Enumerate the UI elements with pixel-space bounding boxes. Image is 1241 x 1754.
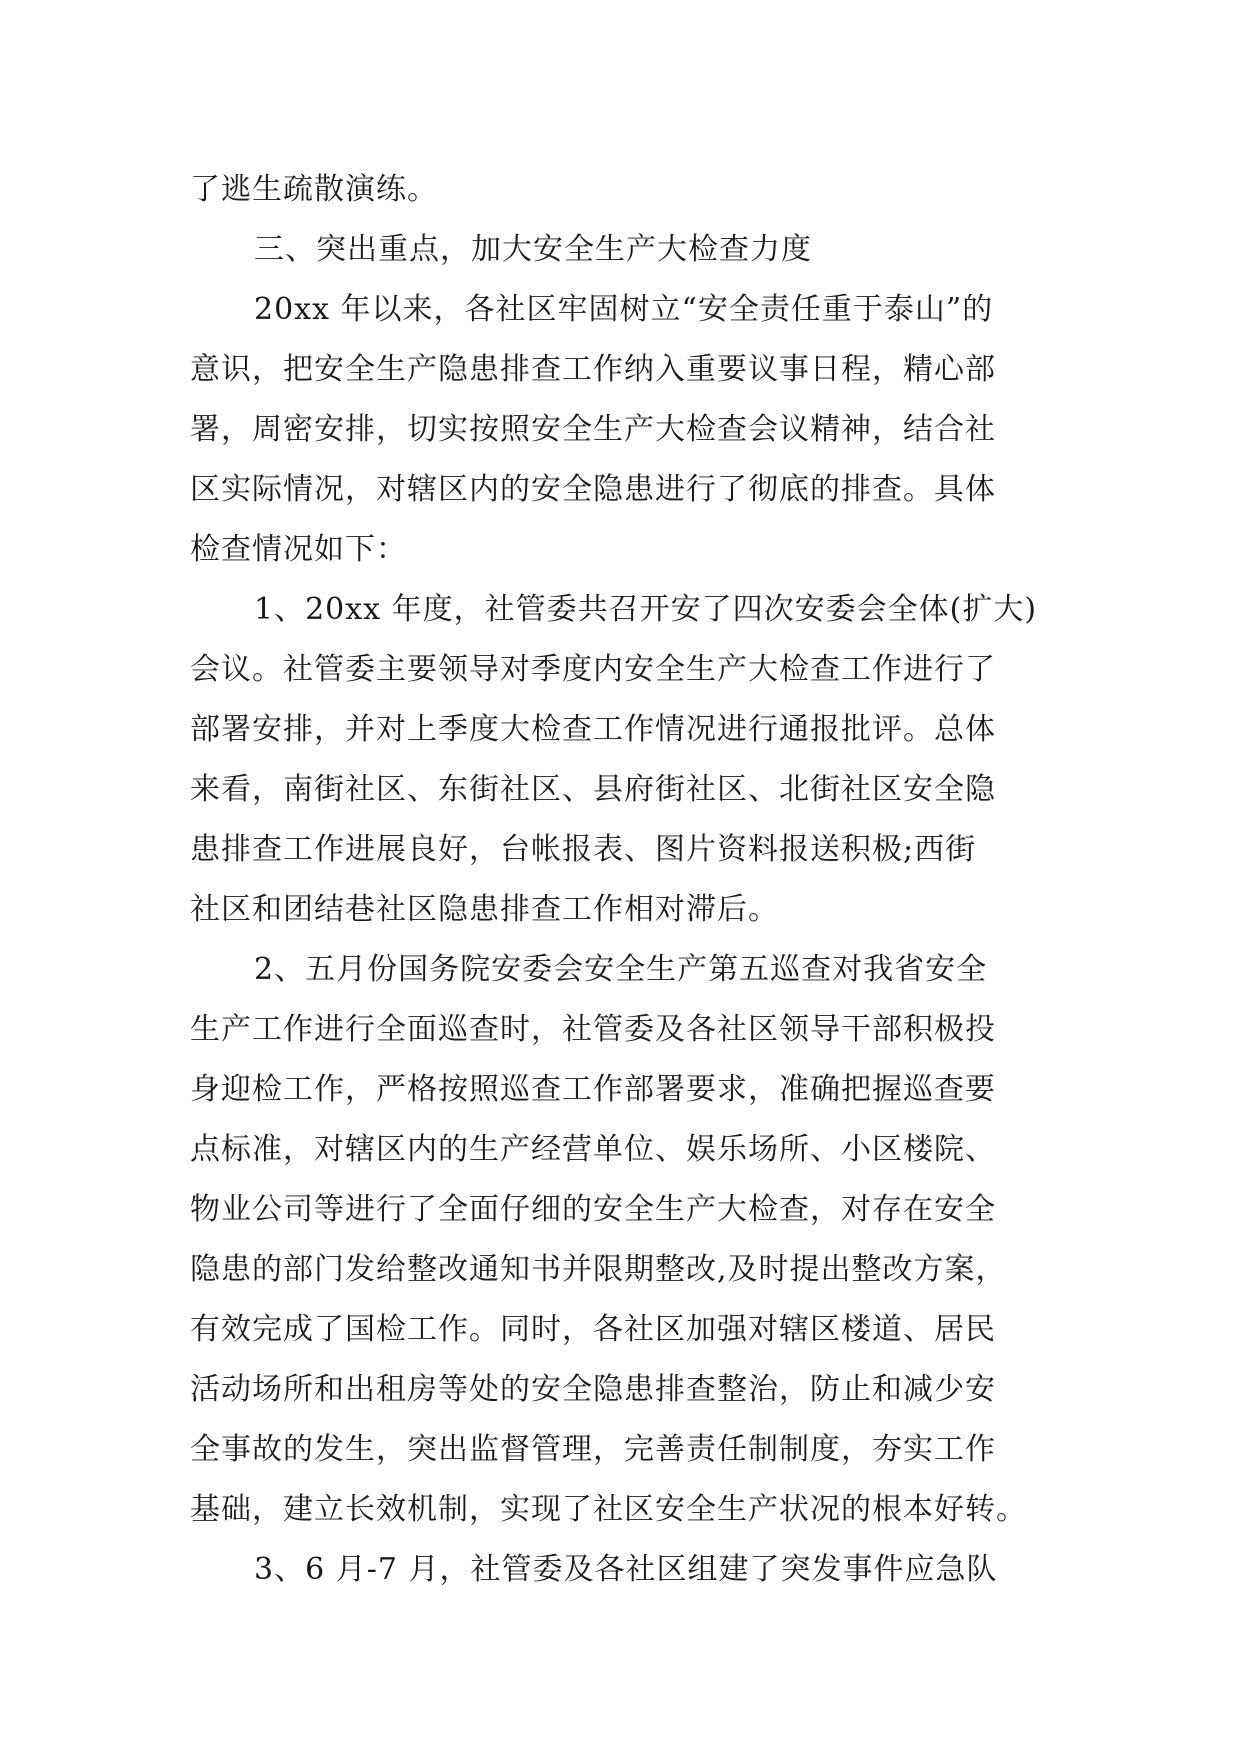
text-line: 区实际情况，对辖区内的安全隐患进行了彻底的排查。具体 (190, 472, 996, 507)
text-line: 3、6 月-7 月，社管委及各社区组建了突发事件应急队 (254, 1552, 998, 1587)
text-line: 署，周密安排，切实按照安全生产大检查会议精神，结合社 (190, 412, 996, 447)
text-line: 患排查工作进展良好，台帐报表、图片资料报送积极;西街 (190, 832, 977, 867)
text-line: 部署安排，并对上季度大检查工作情况进行通报批评。总体 (190, 712, 996, 747)
text-line: 来看，南街社区、东街社区、县府街社区、北街社区安全隐 (190, 772, 996, 807)
text-line: 有效完成了国检工作。同时，各社区加强对辖区楼道、居民 (190, 1312, 996, 1347)
text-line: 会议。社管委主要领导对季度内安全生产大检查工作进行了 (190, 652, 996, 687)
text-line: 三、突出重点，加大安全生产大检查力度 (254, 232, 812, 267)
text-line: 基础，建立长效机制，实现了社区安全生产状况的根本好转。 (190, 1492, 1027, 1527)
text-line: 点标准，对辖区内的生产经营单位、娱乐场所、小区楼院、 (190, 1132, 996, 1167)
text-line: 1、20xx 年度，社管委共召开安了四次安委会全体(扩大) (254, 592, 1038, 627)
text-line: 生产工作进行全面巡查时，社管委及各社区领导干部积极投 (190, 1012, 996, 1047)
text-line: 了逃生疏散演练。 (190, 172, 438, 207)
text-line: 2、五月份国务院安委会安全生产第五巡查对我省安全 (254, 952, 988, 987)
document-body (190, 160, 1070, 1600)
text-line: 20xx 年以来，各社区牢固树立“安全责任重于泰山”的 (254, 292, 994, 327)
text-line: 社区和团结巷社区隐患排查工作相对滞后。 (190, 892, 779, 927)
text-line: 检查情况如下： (190, 532, 407, 567)
text-line: 物业公司等进行了全面仔细的安全生产大检查，对存在安全 (190, 1192, 996, 1227)
text-line: 意识，把安全生产隐患排查工作纳入重要议事日程，精心部 (190, 352, 996, 387)
text-line: 活动场所和出租房等处的安全隐患排查整治，防止和减少安 (190, 1372, 996, 1407)
text-line: 隐患的部门发给整改通知书并限期整改,及时提出整改方案， (190, 1252, 1007, 1287)
text-line: 全事故的发生，突出监督管理，完善责任制制度，夯实工作 (190, 1432, 996, 1467)
text-line: 身迎检工作，严格按照巡查工作部署要求，准确把握巡查要 (190, 1072, 996, 1107)
